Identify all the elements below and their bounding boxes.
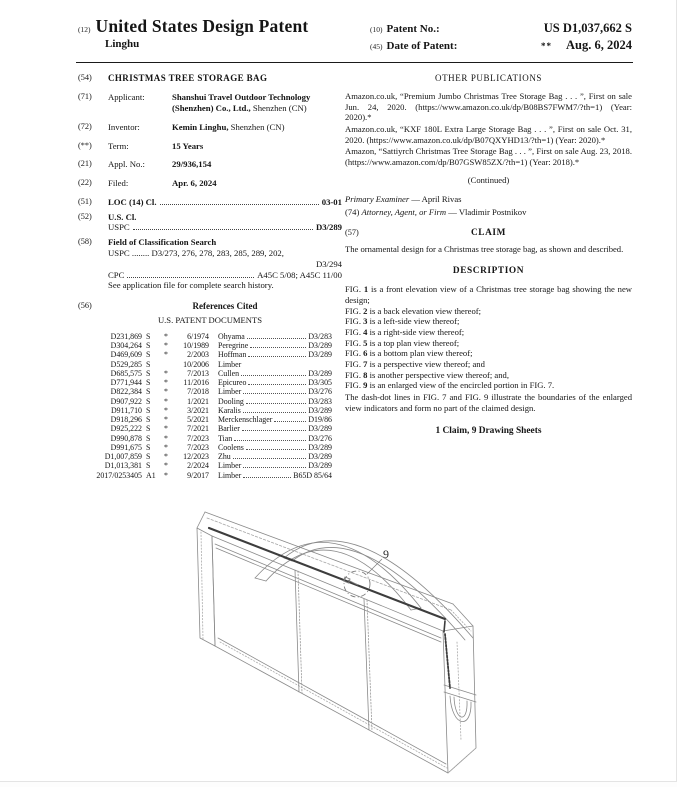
ref-date: 9/2017 <box>187 470 209 480</box>
inventor-name: Kemin Linghu, <box>172 121 229 132</box>
ref-kind-code: S <box>146 331 151 341</box>
table-row <box>86 452 332 461</box>
dot-leader <box>234 440 306 441</box>
table-row <box>86 350 332 359</box>
appl-no-value: 29/936,154 <box>172 159 212 170</box>
ref-class: D3/276 <box>308 387 332 397</box>
claim-heading <box>345 228 632 240</box>
field-tag: (71) <box>78 92 92 102</box>
ref-star: * <box>164 470 168 480</box>
fig-text: is a bottom plan view thereof; <box>369 348 473 359</box>
fig-number: 2 <box>363 305 368 316</box>
ref-inventor-name: Limber <box>218 387 242 397</box>
field-tag: (54) <box>78 73 92 82</box>
figure-description-line <box>345 370 632 381</box>
search-uspc-value-2: D3/294 <box>315 258 342 269</box>
figure-description-line <box>345 338 632 349</box>
continued-note: (Continued) <box>467 174 510 185</box>
fig-text: is a front elevation view of a Christmas tree storage bag showing the new design; <box>345 284 632 306</box>
dot-leader <box>274 421 306 422</box>
field-71-applicant <box>78 92 342 114</box>
dot-leader <box>248 356 306 357</box>
uspc-value: D3/289 <box>315 222 342 233</box>
figure-description-line <box>345 284 632 305</box>
fig-label: FIG. <box>345 380 361 391</box>
header-divider <box>76 62 633 63</box>
dot-leader <box>243 467 306 468</box>
ref-kind-code: S <box>146 442 151 452</box>
figure-description-line <box>345 306 632 317</box>
fig-label: FIG. <box>345 348 361 359</box>
ref-kind-code: S <box>146 396 151 406</box>
ref-class: D3/289 <box>308 461 332 471</box>
attorney-line <box>345 207 632 218</box>
field-term <box>78 141 342 152</box>
field-72-inventor <box>78 122 342 133</box>
table-row <box>86 397 332 406</box>
applicant-location: Shenzhen (CN) <box>250 102 307 113</box>
patent-drawing-fig7 <box>135 492 555 782</box>
patent-number: US D1,037,662 S <box>543 21 632 35</box>
fig-text: is another perspective view thereof; and, <box>369 369 509 380</box>
ref-number: D990,878 <box>110 433 142 443</box>
dot-leader <box>248 384 306 385</box>
field-tag: (72) <box>78 121 92 131</box>
ref-inventor-name: Epicureo <box>218 378 247 388</box>
date-of-patent-label: Date of Patent: <box>386 40 458 52</box>
table-row <box>86 415 332 424</box>
term-value: 15 Years <box>172 140 204 151</box>
header-left <box>78 16 370 50</box>
ref-date: 12/2023 <box>183 452 209 462</box>
ref-inventor-name: Limber <box>218 359 242 369</box>
ref-star: * <box>164 442 168 452</box>
ref-class: D3/289 <box>308 368 332 378</box>
fig-text: is a back elevation view thereof; <box>369 305 482 316</box>
table-row <box>86 378 332 387</box>
dot-leader <box>133 229 313 230</box>
table-row <box>86 461 332 470</box>
claims-sheets-line: 1 Claim, 9 Drawing Sheets <box>435 426 542 437</box>
fig-label: FIG. <box>345 337 361 348</box>
fig-label: FIG. <box>345 369 361 380</box>
header <box>78 16 632 55</box>
field-number-12: (12) <box>78 25 91 34</box>
ref-inventor-name: Limber <box>218 470 242 480</box>
right-column <box>345 73 632 438</box>
fig-number: 1 <box>363 284 369 295</box>
ref-star: * <box>164 424 168 434</box>
other-publications-title: OTHER PUBLICATIONS <box>434 73 543 83</box>
ref-star: * <box>164 368 168 378</box>
ref-inventor-name: Merckenschlager <box>218 415 273 425</box>
applicant-label: Applicant: <box>108 92 145 103</box>
dot-leader-text: ........ <box>131 247 150 258</box>
ref-number: D529,285 <box>110 359 142 369</box>
ref-kind-code: S <box>146 424 151 434</box>
ref-star: * <box>164 350 168 360</box>
ref-class: D3/289 <box>308 405 332 415</box>
page-title: United States Design Patent <box>95 16 309 36</box>
references-title: References Cited <box>192 301 258 312</box>
ref-number: D907,922 <box>110 396 142 406</box>
ref-kind-code: S <box>146 359 151 369</box>
ref-class: D3/305 <box>308 378 332 388</box>
fig-text: is a right-side view thereof; <box>369 327 465 338</box>
ref-star: * <box>164 452 168 462</box>
claim-text: The ornamental design for a Christmas tree storage bag, as shown and described. <box>345 244 624 255</box>
ref-date: 2/2003 <box>187 350 209 360</box>
figure-description-line <box>345 348 632 359</box>
field-tag: (58) <box>78 237 92 247</box>
ref-number: D771,944 <box>110 378 142 388</box>
ref-date: 5/2021 <box>187 415 209 425</box>
em-dash: — <box>411 194 420 205</box>
field-52-us-cl <box>78 212 342 234</box>
ref-number: 2017/0253405 <box>96 470 142 480</box>
fig-label: FIG. <box>345 284 361 295</box>
filed-label: Filed: <box>108 178 129 189</box>
ref-kind-code: S <box>146 341 151 351</box>
fig-text: is a perspective view thereof; and <box>369 359 485 369</box>
ref-star: * <box>164 378 168 388</box>
inventor-value <box>172 122 342 133</box>
ref-kind-code: A1 <box>146 470 156 480</box>
dot-leader <box>242 430 306 431</box>
fig-label: FIG. <box>345 305 361 316</box>
fig-number: 7 <box>363 359 368 369</box>
figure-description-line <box>345 359 632 370</box>
ref-date: 11/2016 <box>183 378 209 388</box>
figure-description-line <box>345 380 632 391</box>
ref-inventor-name: Hoffman <box>218 350 247 360</box>
examiner-name: April Rivas <box>421 194 462 205</box>
ref-date: 10/1989 <box>183 341 209 351</box>
fig-number: 6 <box>363 348 368 359</box>
patent-date: Aug. 6, 2024 <box>566 38 632 52</box>
fig-text: is a left-side view thereof; <box>369 316 460 327</box>
fig-number: 4 <box>363 327 368 338</box>
table-row <box>86 406 332 415</box>
ref-inventor-name: Karalis <box>218 405 241 415</box>
ref-inventor-name: Ohyama <box>218 331 245 341</box>
filed-value: Apr. 6, 2024 <box>172 178 217 189</box>
us-cl-label: U.S. Cl. <box>108 211 137 222</box>
field-tag: (56) <box>78 301 92 311</box>
publication-citation: Amazon, “Sattiyrch Christmas Tree Storage Bag . . . ”, First on sale Aug. 23, 2018. (https://www.amazon.com/dp/B07GSW85ZX/?th=1) (Year: 2018).* <box>345 146 632 168</box>
table-row <box>86 332 332 341</box>
field-number-10: (10) <box>370 25 383 34</box>
claim-title: CLAIM <box>470 227 507 238</box>
ref-kind-code: S <box>146 452 151 462</box>
references-table <box>86 332 332 480</box>
field-tag: (57) <box>345 227 359 237</box>
search-cpc-label: CPC <box>108 269 125 280</box>
search-body <box>108 237 342 291</box>
em-dash: — <box>448 207 457 218</box>
references-heading <box>78 301 342 312</box>
dot-leader <box>246 403 306 404</box>
fig-text: is an enlarged view of the encircled portion in FIG. 7. <box>369 380 555 391</box>
ref-date: 7/2018 <box>187 387 209 397</box>
ref-date: 3/2021 <box>187 405 209 415</box>
ref-date: 10/2006 <box>183 359 209 369</box>
uspc-label: USPC <box>108 222 130 233</box>
fig-text: is a top plan view thereof; <box>369 337 460 348</box>
ref-kind-code: S <box>146 350 151 360</box>
loc-value: 03-01 <box>321 196 342 207</box>
ref-inventor-name: Limber <box>218 461 242 471</box>
dot-leader <box>160 204 319 205</box>
double-asterisk-note: ** <box>541 41 553 51</box>
ref-date: 7/2013 <box>187 368 209 378</box>
ref-number: D685,575 <box>110 368 142 378</box>
patent-no-label: Patent No.: <box>386 23 440 35</box>
fig-number: 5 <box>363 337 368 348</box>
search-note: See application file for complete search history. <box>108 280 274 291</box>
ref-number: D991,675 <box>110 442 142 452</box>
table-row <box>86 471 332 480</box>
ref-star: * <box>164 415 168 425</box>
ref-inventor-name: Tian <box>218 433 233 443</box>
search-uspc-label: USPC <box>108 247 130 258</box>
callout-label-9: 9 <box>383 547 389 561</box>
table-row <box>86 387 332 396</box>
ref-date: 7/2023 <box>187 442 209 452</box>
ref-kind-code: S <box>146 405 151 415</box>
ref-kind-code: S <box>146 387 151 397</box>
field-58-search <box>78 237 342 291</box>
ref-inventor-name: Barlier <box>218 424 240 434</box>
ref-star: * <box>164 461 168 471</box>
applicant-value <box>172 92 342 114</box>
fig-label: FIG. <box>345 316 361 327</box>
inventor-label: Inventor: <box>108 121 140 132</box>
field-tag: (**) <box>78 140 92 150</box>
header-right <box>370 18 632 55</box>
description-title: DESCRIPTION <box>452 265 525 276</box>
ref-class: B65D 85/64 <box>293 470 332 480</box>
ref-number: D304,264 <box>110 341 142 351</box>
ref-kind-code: S <box>146 378 151 388</box>
ref-number: D231,869 <box>110 331 142 341</box>
field-tag: (22) <box>78 178 92 188</box>
table-row <box>86 434 332 443</box>
ref-number: D925,222 <box>110 424 142 434</box>
field-tag: (21) <box>78 159 92 169</box>
attorney-label: Attorney, Agent, or Firm <box>361 207 447 218</box>
inventor-location: Shenzhen (CN) <box>228 121 285 132</box>
ref-inventor-name: Coolens <box>218 442 244 452</box>
field-tag: (74) <box>345 207 360 218</box>
field-tag: (51) <box>78 196 92 206</box>
field-51-loc <box>78 197 342 208</box>
table-row <box>86 360 332 369</box>
search-cpc-value: A45C 5/08; A45C 11/00 <box>257 269 342 280</box>
publication-citation: Amazon.co.uk, “KXF 180L Extra Large Storage Bag . . . ”, First on sale Oct. 31, 2020. (https://www.amazon.co.uk/dp/B07QXYHD13/?th=1) (Year: 2020).* <box>345 124 632 145</box>
dot-leader <box>243 412 307 413</box>
us-cl-body <box>108 212 342 234</box>
field-number-45: (45) <box>370 42 383 51</box>
ref-class: D3/276 <box>308 433 332 443</box>
ref-star: * <box>164 387 168 397</box>
dot-leader <box>243 477 291 478</box>
ref-number: D1,007,859 <box>104 452 142 462</box>
fig-number: 3 <box>363 316 368 327</box>
dot-leader <box>243 393 306 394</box>
ref-number: D911,710 <box>110 405 142 415</box>
ref-class: D3/289 <box>308 452 332 462</box>
attorney-name: Vladimir Postnikov <box>458 207 527 218</box>
ref-number: D918,296 <box>110 415 142 425</box>
applicant-name: Shanshui Travel Outdoor Technology (Shenzhen) Co., Ltd., <box>172 92 311 113</box>
ref-kind-code: S <box>146 433 151 443</box>
publications-list <box>345 91 632 168</box>
table-row <box>86 424 332 433</box>
fig-label: FIG. <box>345 327 361 338</box>
examiner-label: Primary Examiner <box>345 194 410 205</box>
storage-bag-drawing <box>135 492 555 782</box>
ref-inventor-name: Cullen <box>218 368 240 378</box>
figure-descriptions <box>345 284 632 391</box>
primary-examiner-line <box>345 194 632 205</box>
dash-dot-note: The dash-dot lines in FIG. 7 and FIG. 9 illustrate the boundaries of the enlarged view indicators and form no part of the claimed design. <box>345 391 632 413</box>
ref-star: * <box>164 331 168 341</box>
field-22-filed <box>78 178 342 189</box>
fig-label: FIG. <box>345 359 361 369</box>
ref-inventor-name: Peregrine <box>218 341 249 351</box>
ref-inventor-name: Zhu <box>218 452 231 462</box>
ref-number: D822,384 <box>110 387 142 397</box>
ref-star: * <box>164 396 168 406</box>
ref-kind-code: S <box>146 461 151 471</box>
inventor-surname: Linghu <box>105 38 140 50</box>
ref-class: D3/283 <box>308 396 332 406</box>
dot-leader <box>246 449 306 450</box>
invention-title: CHRISTMAS TREE STORAGE BAG <box>108 73 268 83</box>
table-row <box>86 443 332 452</box>
loc-label: LOC (14) Cl. <box>108 196 157 207</box>
dot-leader <box>127 277 254 278</box>
ref-star: * <box>164 405 168 415</box>
ref-number: D1,013,381 <box>104 461 142 471</box>
ref-inventor-name: Dooling <box>218 396 244 406</box>
fig-number: 9 <box>363 380 368 391</box>
ref-number: D469,609 <box>110 350 142 360</box>
dot-leader <box>241 375 306 376</box>
ref-star: * <box>164 341 168 351</box>
ref-kind-code: S <box>146 415 151 425</box>
references-subtitle: U.S. PATENT DOCUMENTS <box>157 315 263 326</box>
dot-leader <box>233 458 307 459</box>
appl-no-label: Appl. No.: <box>108 159 145 170</box>
ref-date: 7/2021 <box>187 424 209 434</box>
table-row <box>86 369 332 378</box>
figure-description-line <box>345 316 632 327</box>
field-54-title <box>78 73 342 84</box>
term-label: Term: <box>108 140 129 151</box>
ref-class: D19/86 <box>308 415 332 425</box>
left-column <box>78 73 342 480</box>
ref-date: 7/2023 <box>187 433 209 443</box>
ref-class: D3/283 <box>308 331 332 341</box>
ref-date: 6/1974 <box>187 331 209 341</box>
fig-number: 8 <box>363 369 368 380</box>
ref-class: D3/289 <box>308 341 332 351</box>
publication-citation: Amazon.co.uk, “Premium Jumbo Christmas Tree Storage Bag . . . ”, First on sale Jun. 24, 2020. (https://www.amazon.co.uk/dp/B08BS7FWM7/?th=1) (Year: 2020).* <box>345 91 632 123</box>
ref-date: 1/2021 <box>187 396 209 406</box>
table-row <box>86 341 332 350</box>
ref-date: 2/2024 <box>187 461 209 471</box>
field-21-appl-no <box>78 159 342 170</box>
ref-class: D3/289 <box>308 424 332 434</box>
figure-description-line <box>345 327 632 338</box>
search-label: Field of Classification Search <box>108 237 217 248</box>
ref-kind-code: S <box>146 368 151 378</box>
ref-class: D3/289 <box>308 350 332 360</box>
ref-class: D3/289 <box>308 442 332 452</box>
field-tag: (52) <box>78 211 92 221</box>
search-uspc-value: D3/273, 276, 278, 283, 285, 289, 202, <box>151 247 284 258</box>
dot-leader <box>250 347 306 348</box>
ref-star: * <box>164 433 168 443</box>
dot-leader <box>247 338 307 339</box>
